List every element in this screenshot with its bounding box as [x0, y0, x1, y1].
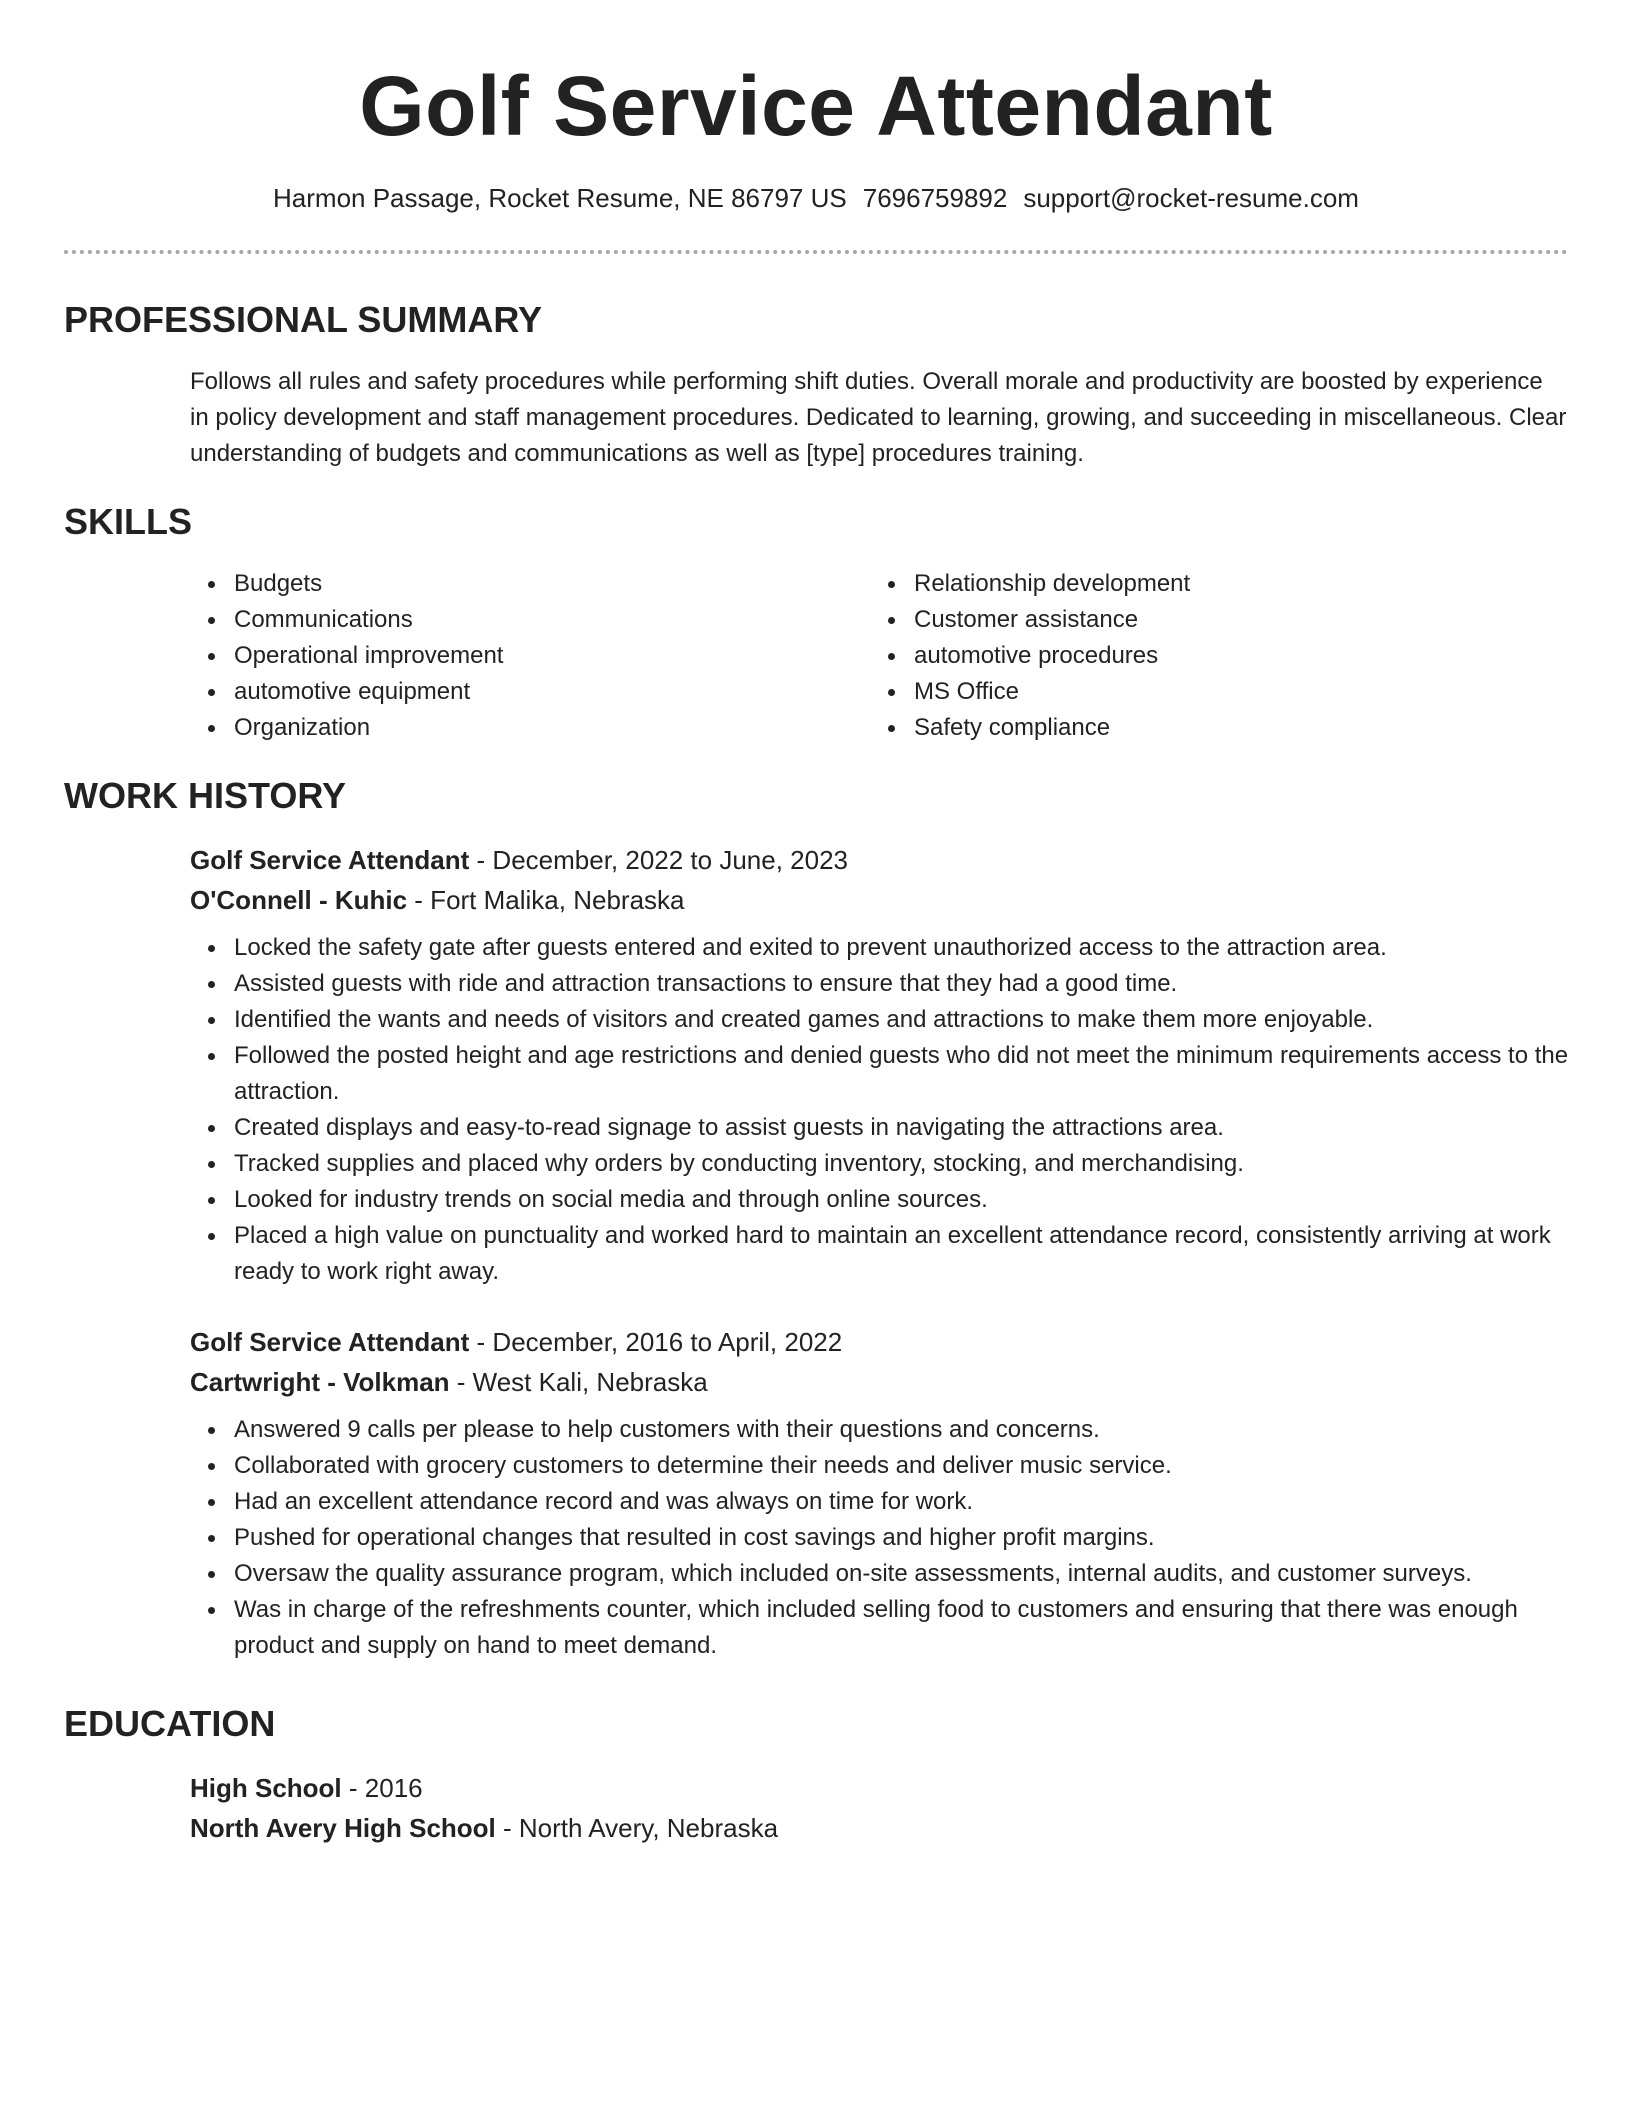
- list-item: Created displays and easy-to-read signage to assist guests in navigating the attractions area.: [190, 1110, 1580, 1146]
- skill-item: MS Office: [870, 674, 1550, 710]
- education-school: North Avery High School: [190, 1813, 496, 1843]
- job-title-line: [190, 1322, 842, 1362]
- education-heading: EDUCATION: [64, 1703, 276, 1744]
- contact-line: [0, 182, 1632, 214]
- list-item: Assisted guests with ride and attraction transactions to ensure that they had a good time.: [190, 966, 1580, 1002]
- job-company: Cartwright - Volkman: [190, 1367, 450, 1397]
- header-divider: [64, 250, 1568, 254]
- job-bullets: [190, 930, 1580, 1290]
- job-location: - West Kali, Nebraska: [449, 1367, 708, 1397]
- list-item: Identified the wants and needs of visitors and created games and attractions to make them more enjoyable.: [190, 1002, 1580, 1038]
- skill-item: Budgets: [190, 566, 850, 602]
- contact-email: support@rocket-resume.com: [1023, 183, 1359, 213]
- list-item: Placed a high value on punctuality and worked hard to maintain an excellent attendance record, consistently arriving at work ready to work right away.: [190, 1218, 1580, 1290]
- resume-name: Golf Service Attendant: [359, 59, 1273, 153]
- summary-heading: PROFESSIONAL SUMMARY: [64, 299, 543, 340]
- list-item: Answered 9 calls per please to help customers with their questions and concerns.: [190, 1412, 1580, 1448]
- skill-item: Customer assistance: [870, 602, 1550, 638]
- contact-phone: 7696759892: [862, 183, 1008, 213]
- list-item: Locked the safety gate after guests entered and exited to prevent unauthorized access to the attraction area.: [190, 930, 1580, 966]
- skill-item: Safety compliance: [870, 710, 1550, 746]
- list-item: Followed the posted height and age restrictions and denied guests who did not meet the minimum requirements access to the attraction.: [190, 1038, 1580, 1110]
- job-company-line: [190, 880, 684, 920]
- list-item: Collaborated with grocery customers to determine their needs and deliver music service.: [190, 1448, 1580, 1484]
- skills-heading: SKILLS: [64, 501, 193, 542]
- list-item: Was in charge of the refreshments counter, which included selling food to customers and ensuring that there was enough product and supply on hand to meet demand.: [190, 1592, 1580, 1664]
- list-item: Looked for industry trends on social media and through online sources.: [190, 1182, 1580, 1218]
- skill-item: Operational improvement: [190, 638, 850, 674]
- skills-list-right: [870, 566, 1550, 746]
- summary-text: Follows all rules and safety procedures while performing shift duties. Overall morale and productivity are boosted by experience in policy development and staff management procedures. Dedicated to learning, growing, and succeeding in miscellaneous. Clear understanding of budgets and communications as well as [type] procedures training.: [190, 368, 1567, 467]
- job-location: - Fort Malika, Nebraska: [407, 885, 685, 915]
- skill-item: automotive procedures: [870, 638, 1550, 674]
- job-title-line: [190, 840, 848, 880]
- job-company: O'Connell - Kuhic: [190, 885, 408, 915]
- list-item: Tracked supplies and placed why orders by conducting inventory, stocking, and merchandising.: [190, 1146, 1580, 1182]
- list-item: Had an excellent attendance record and was always on time for work.: [190, 1484, 1580, 1520]
- job-dates: - December, 2016 to April, 2022: [469, 1327, 843, 1357]
- skill-item: Organization: [190, 710, 850, 746]
- education-degree: High School: [190, 1773, 342, 1803]
- skill-item: automotive equipment: [190, 674, 850, 710]
- job-role: Golf Service Attendant: [190, 845, 470, 875]
- job-company-line: [190, 1362, 708, 1402]
- job-role: Golf Service Attendant: [190, 1327, 470, 1357]
- skill-item: Relationship development: [870, 566, 1550, 602]
- work-history-heading: WORK HISTORY: [64, 775, 347, 816]
- list-item: Pushed for operational changes that resulted in cost savings and higher profit margins.: [190, 1520, 1580, 1556]
- skill-item: Communications: [190, 602, 850, 638]
- contact-address: Harmon Passage, Rocket Resume, NE 86797 US: [273, 183, 847, 213]
- skills-list-left: [190, 566, 850, 746]
- job-dates: - December, 2022 to June, 2023: [469, 845, 849, 875]
- education-year: - 2016: [341, 1773, 423, 1803]
- job-bullets: [190, 1412, 1580, 1664]
- education-degree-line: [190, 1768, 423, 1808]
- list-item: Oversaw the quality assurance program, which included on-site assessments, internal audits, and customer surveys.: [190, 1556, 1580, 1592]
- education-school-line: [190, 1808, 778, 1848]
- education-location: - North Avery, Nebraska: [495, 1813, 779, 1843]
